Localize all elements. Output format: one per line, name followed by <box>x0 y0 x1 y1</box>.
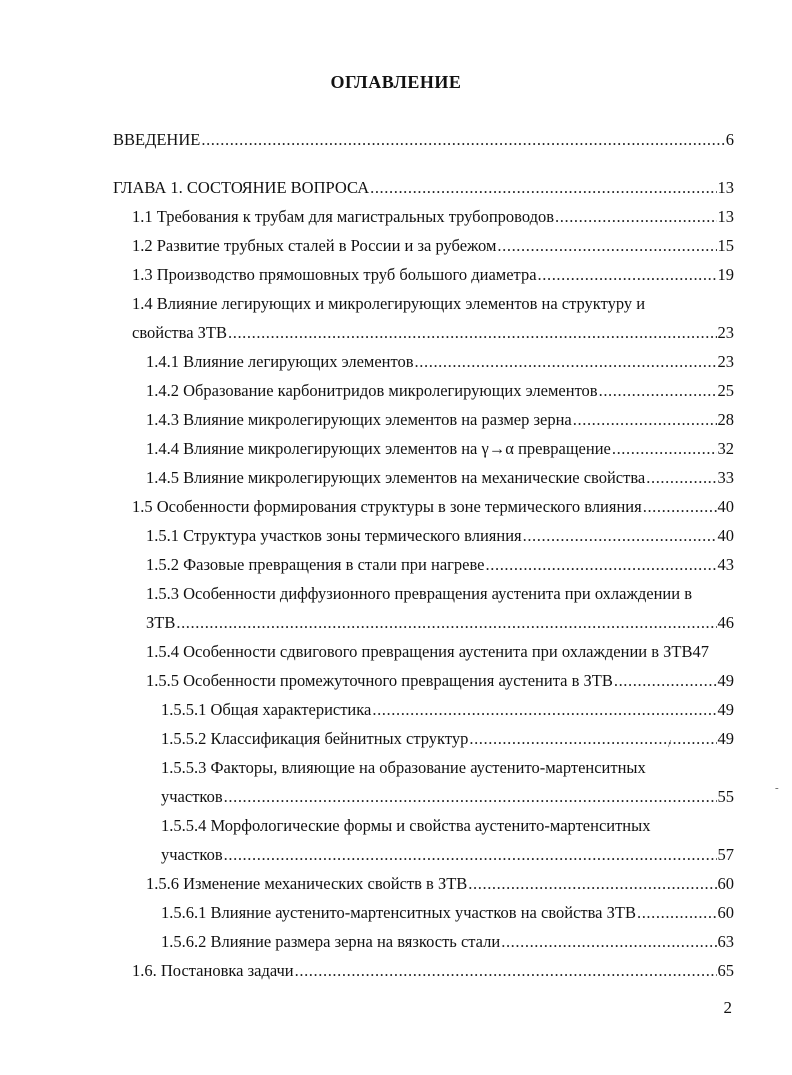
toc-entry-page: 6 <box>725 130 734 149</box>
toc-entry-text: 1.1 Требования к трубам для магистральных трубопроводов <box>132 207 555 226</box>
toc-entry-page: 49 <box>717 729 734 748</box>
toc-entry <box>146 553 734 577</box>
toc-entry-page: 43 <box>717 555 734 574</box>
toc-entry-line <box>161 756 734 780</box>
toc-entry <box>113 128 734 152</box>
toc-entry <box>132 495 734 519</box>
toc-entry-text: 1.3 Производство прямошовных труб большого диаметра <box>132 265 537 284</box>
toc-entry-text: 1.5.5 Особенности промежуточного превращения аустенита в ЗТВ <box>146 671 613 690</box>
toc-entry-text: 1.5.5.2 Классификация бейнитных структур <box>161 729 469 748</box>
toc-entry-text: 1.5.5.3 Факторы, влияющие на образование аустенито-мартенситных <box>161 758 646 777</box>
toc-entry <box>161 901 734 925</box>
toc-entry <box>146 524 734 548</box>
toc-entry <box>132 321 734 345</box>
toc-entry <box>146 640 734 664</box>
toc-entry-page: 40 <box>717 497 734 516</box>
scan-speck: - <box>775 782 779 794</box>
toc-entry-text: участков <box>161 845 223 864</box>
toc-entry <box>113 176 734 200</box>
toc-entry-page: 55 <box>717 787 734 806</box>
toc-entry-page: 49 <box>717 671 734 690</box>
toc-entry-page: 40 <box>717 526 734 545</box>
toc-entry-text: 1.2 Развитие трубных сталей в России и за рубежом <box>132 236 497 255</box>
toc-entry-line <box>161 814 734 838</box>
toc-entry-text: 1.5.6.1 Влияние аустенито-мартенситных участков на свойства ЗТВ <box>161 903 636 922</box>
toc-entry-text: 1.5.1 Структура участков зоны термического влияния <box>146 526 522 545</box>
toc-entry-page: 23 <box>717 352 734 371</box>
toc-entry-page: 19 <box>717 265 734 284</box>
toc-entry <box>161 785 734 809</box>
toc-entry-text: свойства ЗТВ <box>132 323 227 342</box>
toc-entry-text: 1.4.1 Влияние легирующих элементов <box>146 352 414 371</box>
toc-entry-text: 1.5.5.4 Морфологические формы и свойства аустенито-мартенситных <box>161 816 651 835</box>
toc-entry-text: 1.5.6.2 Влияние размера зерна на вязкость стали <box>161 932 501 951</box>
toc-entry-text: 1.5.3 Особенности диффузионного превращения аустенита при охлаждении в <box>146 584 693 603</box>
toc-entry <box>132 205 734 229</box>
toc-entry <box>161 843 734 867</box>
toc-entry-page: 60 <box>717 874 734 893</box>
toc-entry-page: 65 <box>717 961 734 980</box>
toc-entry <box>146 437 734 461</box>
toc-entry-text: 1.5 Особенности формирования структуры в зоне термического влияния <box>132 497 642 516</box>
toc-entry-text: 1.4 Влияние легирующих и микролегирующих элементов на структуру и <box>132 294 646 313</box>
toc-entry <box>132 263 734 287</box>
toc-entry <box>132 234 734 258</box>
toc-entry-text: 1.4.5 Влияние микролегирующих элементов на механические свойства <box>146 468 646 487</box>
toc-entry <box>161 698 734 722</box>
toc-entry-page: 25 <box>717 381 734 400</box>
toc-entry-text: 1.4.4 Влияние микролегирующих элементов на γ→α превращение <box>146 439 611 458</box>
toc-entry <box>161 727 734 751</box>
toc-entry-text: ЗТВ <box>146 613 176 632</box>
toc-entry <box>146 669 734 693</box>
page-number: 2 <box>723 998 732 1017</box>
toc-entry-page: 57 <box>717 845 734 864</box>
toc-entry-page: 63 <box>717 932 734 951</box>
toc-entry-text: 1.4.2 Образование карбонитридов микролегирующих элементов <box>146 381 598 400</box>
toc-entry-text: 1.5.5.1 Общая характеристика <box>161 700 372 719</box>
toc-entry-text: ВВЕДЕНИЕ <box>113 130 201 149</box>
toc-entry <box>146 408 734 432</box>
toc-entry <box>146 379 734 403</box>
scan-speck: / <box>668 738 672 750</box>
toc-entry-text: 1.4.3 Влияние микролегирующих элементов на размер зерна <box>146 410 572 429</box>
toc-entry-page: 46 <box>717 613 734 632</box>
toc-entry <box>132 959 734 983</box>
toc-entry <box>146 466 734 490</box>
toc-entry <box>146 350 734 374</box>
toc-entry-text: ГЛАВА 1. СОСТОЯНИЕ ВОПРОСА <box>113 178 370 197</box>
toc-entry <box>146 611 734 635</box>
toc-entry-page: 32 <box>717 439 734 458</box>
toc-entry-text: 1.5.6 Изменение механических свойств в ЗТВ <box>146 874 468 893</box>
toc-entry-line <box>132 292 734 316</box>
toc-entry-page: 33 <box>717 468 734 487</box>
page-title: ОГЛАВЛЕНИЕ <box>330 72 462 92</box>
toc-entry-page: 49 <box>717 700 734 719</box>
toc-entry-page: 23 <box>717 323 734 342</box>
toc-entry-page: 15 <box>717 236 734 255</box>
toc-entry-page: 28 <box>717 410 734 429</box>
toc-entry-text: 1.5.4 Особенности сдвигового превращения аустенита при охлаждении в ЗТВ47 <box>146 642 709 661</box>
toc-entry <box>161 930 734 954</box>
toc-entry-text: участков <box>161 787 223 806</box>
toc-entry-text: 1.6. Постановка задачи <box>132 961 294 980</box>
toc-entry-line <box>146 582 734 606</box>
toc-entry <box>146 872 734 896</box>
toc-entry-page: 13 <box>717 207 734 226</box>
toc-entry-page: 60 <box>717 903 734 922</box>
toc-entry-page: 13 <box>717 178 734 197</box>
toc-entry-text: 1.5.2 Фазовые превращения в стали при нагреве <box>146 555 485 574</box>
